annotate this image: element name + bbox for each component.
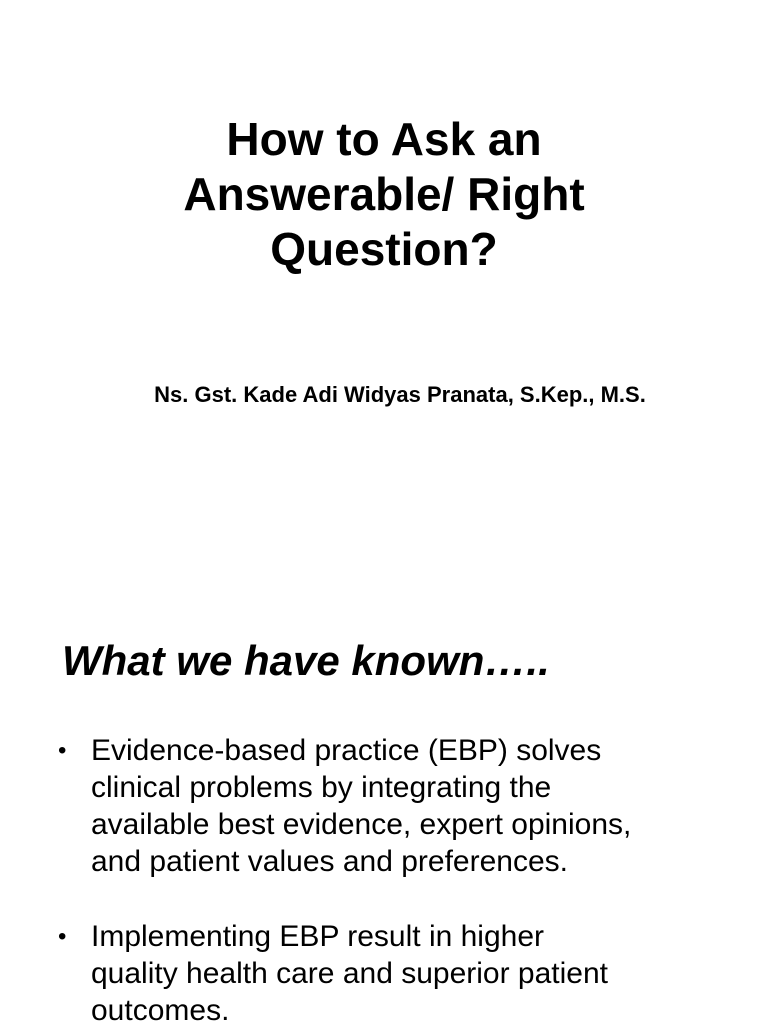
bullet-item	[58, 732, 728, 880]
slide-title-line: Question?	[270, 223, 498, 275]
content-slide	[0, 576, 768, 1024]
bullet-dot-icon: •	[58, 923, 67, 950]
bullet-text-line: outcomes.	[91, 994, 230, 1024]
slide-title-line: How to Ask an	[226, 113, 542, 165]
bullet-text-line: and patient values and preferences.	[91, 845, 568, 878]
bullet-text-line: quality health care and superior patient	[91, 957, 609, 990]
bullet-list	[58, 732, 728, 1024]
bullet-text-line: Implementing EBP result in higher	[91, 920, 545, 953]
bullet-text-line: available best evidence, expert opinions,	[91, 808, 632, 841]
content-heading: What we have known…..	[62, 637, 550, 684]
bullet-text-line: clinical problems by integrating the	[91, 771, 552, 804]
bullet-item	[58, 918, 728, 1024]
bullet-dot-icon: •	[58, 737, 67, 764]
slide-title-line: Answerable/ Right	[183, 168, 585, 220]
author-name: Ns. Gst. Kade Adi Widyas Pranata, S.Kep., M.S.	[154, 382, 646, 407]
bullet-text-line: Evidence-based practice (EBP) solves	[91, 734, 602, 767]
